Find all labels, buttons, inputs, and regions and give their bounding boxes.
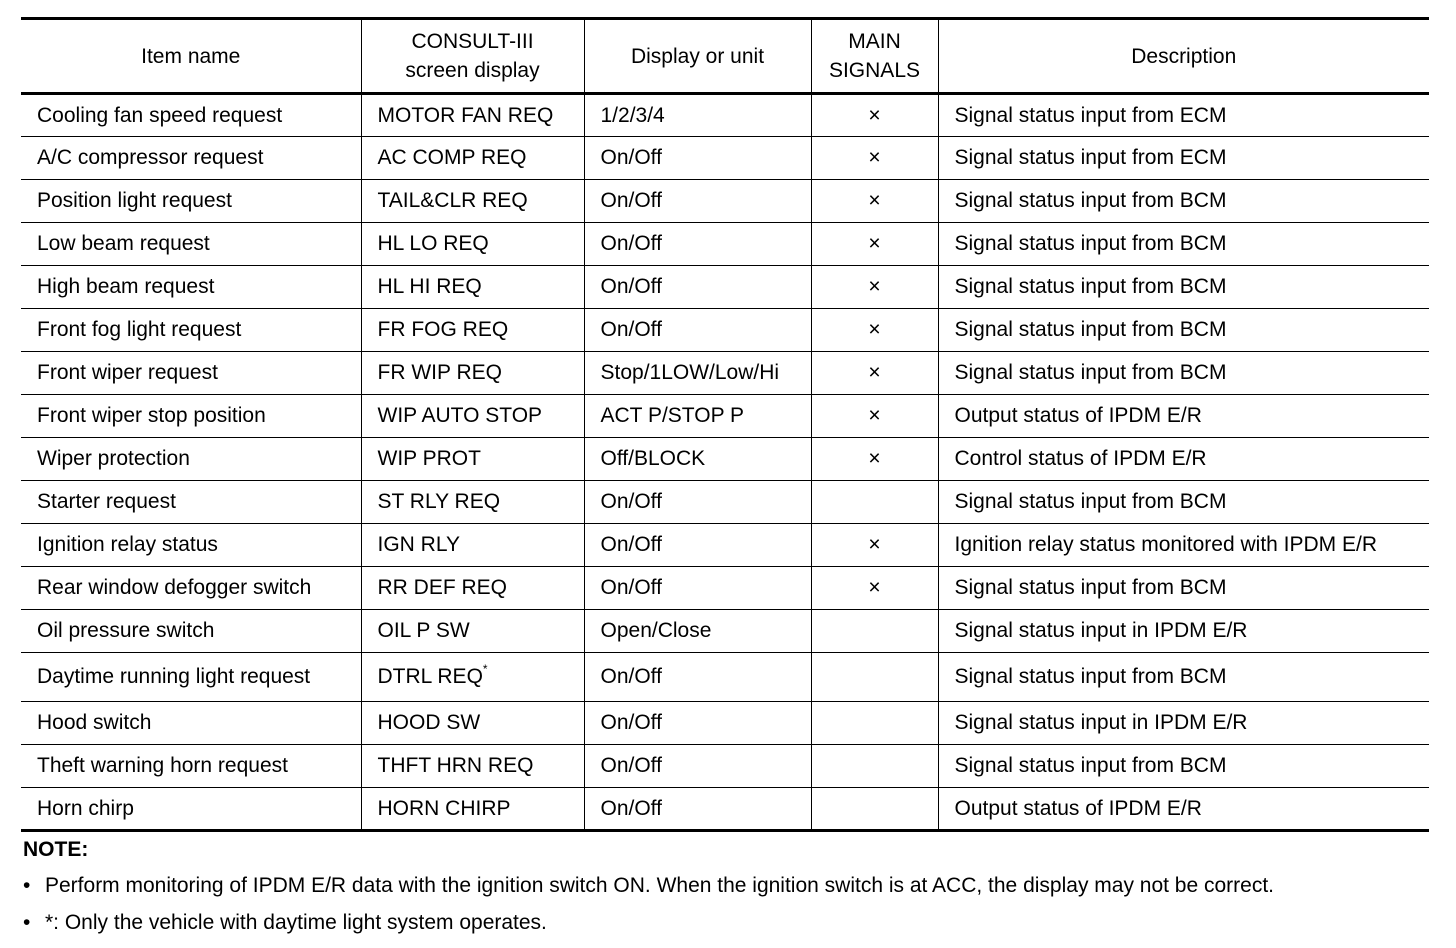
note-item-1 [21,874,1429,898]
screen-display-cell-text: OIL P SW [377,619,470,642]
main-signal-cell [811,266,938,309]
description-cell [938,524,1429,567]
item-name-cell [21,653,361,702]
item-name-cell [21,745,361,788]
main-signal-cell [811,745,938,788]
description-cell [938,610,1429,653]
main-signal-cell-text: × [868,576,881,599]
display-unit-cell-text: On/Off [600,275,662,298]
display-unit-cell [584,610,811,653]
main-signal-cell [811,309,938,352]
screen-display-cell-text: HOOD SW [377,711,481,734]
display-unit-cell [584,745,811,788]
screen-display-cell-text: WIP AUTO STOP [377,404,543,427]
main-signal-cell-text: × [868,447,881,470]
main-signal-cell-text: × [868,318,881,341]
screen-display-cell-text: RR DEF REQ [377,576,508,599]
main-signal-cell-text: × [868,361,881,384]
display-unit-cell [584,94,811,137]
display-unit-cell-text: On/Off [600,490,662,513]
display-unit-cell-text: On/Off [600,665,662,688]
table-row [21,94,1429,137]
display-unit-cell [584,481,811,524]
screen-display-cell-text: HL LO REQ [377,232,489,255]
main-signal-cell-text: × [868,533,881,556]
item-name-cell [21,438,361,481]
main-signal-cell-text: × [868,146,881,169]
item-name-cell-text: Cooling fan speed request [37,103,283,127]
main-signal-cell [811,180,938,223]
screen-display-cell [361,352,584,395]
description-cell [938,788,1429,831]
table-row [21,745,1429,788]
screen-display-cell [361,266,584,309]
item-name-cell-text: Daytime running light request [37,665,311,688]
screen-display-cell-text: AC COMP REQ [377,146,527,169]
item-name-cell [21,266,361,309]
item-name-cell-text: High beam request [37,275,215,298]
display-unit-cell [584,438,811,481]
display-unit-cell-text: On/Off [600,318,662,341]
screen-display-cell-text: ST RLY REQ [377,490,501,513]
screen-display-cell [361,309,584,352]
display-unit-cell-text: On/Off [600,754,662,777]
table-body [21,94,1429,831]
item-name-cell-text: Wiper protection [37,447,190,470]
screen-display-cell [361,702,584,745]
table-row [21,481,1429,524]
item-name-cell [21,395,361,438]
item-name-cell [21,137,361,180]
item-name-cell-text: Low beam request [37,232,210,255]
screen-display-cell [361,180,584,223]
screen-display-cell-text: WIP PROT [377,447,481,470]
item-name-cell-text: Hood switch [37,711,152,734]
screen-display-cell [361,395,584,438]
item-name-cell-text: A/C compressor request [37,146,264,169]
main-signal-cell-text: × [868,189,881,212]
display-unit-cell-text: On/Off [600,711,662,734]
display-unit-cell [584,352,811,395]
bullet-icon: • [23,874,31,897]
main-signal-cell [811,352,938,395]
table-row [21,395,1429,438]
item-name-cell [21,702,361,745]
bullet-icon: • [23,911,31,934]
description-cell-text: Signal status input from ECM [954,103,1227,127]
main-signal-cell-text: × [868,232,881,255]
display-unit-cell [584,309,811,352]
screen-display-cell-text: HORN CHIRP [377,796,511,820]
header-main-signals: MAIN SIGNALS [811,19,938,94]
description-cell [938,395,1429,438]
description-cell-text: Signal status input from BCM [954,576,1227,599]
display-unit-cell-text: Open/Close [600,619,712,642]
note-item-2 [21,911,1429,935]
screen-display-cell-text: MOTOR FAN REQ [377,103,554,127]
main-signal-cell [811,702,938,745]
description-cell-text: Signal status input from BCM [954,189,1227,212]
item-name-cell-text: Front fog light request [37,318,242,341]
description-cell-text: Ignition relay status monitored with IPDM E/R [954,533,1378,556]
item-name-cell [21,180,361,223]
description-cell [938,309,1429,352]
item-name-cell [21,352,361,395]
item-name-cell [21,524,361,567]
table-row [21,653,1429,702]
description-cell-text: Signal status input from BCM [954,490,1227,513]
display-unit-cell-text: Stop/1LOW/Low/Hi [600,361,780,384]
header-description: Description [938,19,1429,94]
item-name-cell-text: Theft warning horn request [37,754,288,777]
description-cell [938,481,1429,524]
description-cell-text: Signal status input from BCM [954,232,1227,255]
description-cell-text: Signal status input from BCM [954,665,1227,688]
description-cell-text: Signal status input from BCM [954,361,1227,384]
description-cell-text: Signal status input from ECM [954,146,1227,169]
description-cell-text: Output status of IPDM E/R [954,404,1202,427]
table-row [21,702,1429,745]
description-cell-text: Signal status input from BCM [954,275,1227,298]
display-unit-cell-text: On/Off [600,189,662,212]
main-signal-cell-text: × [868,404,881,427]
main-signal-cell [811,223,938,266]
screen-display-cell [361,788,584,831]
description-cell [938,745,1429,788]
display-unit-cell [584,702,811,745]
display-unit-cell [584,137,811,180]
screen-display-cell [361,481,584,524]
item-name-cell-text: Position light request [37,189,232,212]
display-unit-cell-text: 1/2/3/4 [600,103,665,127]
description-cell-text: Signal status input in IPDM E/R [954,619,1248,642]
monitor-item-table [21,17,1429,832]
item-name-cell [21,610,361,653]
item-name-cell-text: Front wiper request [37,361,218,384]
main-signal-cell-text: × [868,275,881,298]
main-signal-cell [811,395,938,438]
screen-display-cell-text: THFT HRN REQ [377,754,534,777]
item-name-cell-text: Horn chirp [37,796,134,820]
table-row [21,788,1429,831]
display-unit-cell [584,395,811,438]
display-unit-cell [584,223,811,266]
description-cell-text: Signal status input from BCM [954,754,1227,777]
display-unit-cell-text: Off/BLOCK [600,447,706,470]
table-row [21,309,1429,352]
description-cell [938,137,1429,180]
main-signal-cell [811,788,938,831]
display-unit-cell-text: On/Off [600,796,662,820]
item-name-cell-text: Rear window defogger switch [37,576,312,599]
table-row [21,567,1429,610]
display-unit-cell-text: On/Off [600,146,662,169]
description-cell [938,567,1429,610]
description-cell-text: Control status of IPDM E/R [954,447,1207,470]
table-row [21,137,1429,180]
table-row [21,352,1429,395]
description-cell [938,352,1429,395]
screen-display-cell [361,610,584,653]
display-unit-cell [584,567,811,610]
data-monitor-sheet [21,17,1429,948]
description-cell [938,223,1429,266]
display-unit-cell-text: On/Off [600,533,662,556]
main-signal-cell [811,137,938,180]
screen-display-cell-text: IGN RLY [377,533,460,556]
item-name-cell [21,94,361,137]
description-cell [938,653,1429,702]
table-row [21,180,1429,223]
main-signal-cell [811,610,938,653]
display-unit-cell [584,788,811,831]
screen-display-cell [361,524,584,567]
screen-display-cell-text: DTRL REQ [377,665,483,688]
main-signal-cell-text: × [868,103,881,127]
table-row [21,524,1429,567]
main-signal-cell [811,524,938,567]
screen-display-cell [361,745,584,788]
screen-display-cell [361,438,584,481]
table-row [21,223,1429,266]
note-text: *: Only the vehicle with daytime light system operates. [45,911,547,934]
notes-section [21,838,1429,935]
screen-display-cell-text: TAIL&CLR REQ [377,189,528,212]
display-unit-cell-text: On/Off [600,232,662,255]
screen-display-cell [361,223,584,266]
header-item-name: Item name [21,19,361,94]
main-signal-cell [811,438,938,481]
description-cell-text: Output status of IPDM E/R [954,796,1202,820]
display-unit-cell [584,524,811,567]
screen-display-cell [361,94,584,137]
item-name-cell [21,309,361,352]
table-row [21,266,1429,309]
description-cell [938,180,1429,223]
header-display-unit: Display or unit [584,19,811,94]
note-title: NOTE: [23,838,89,861]
screen-display-cell-text: FR FOG REQ [377,318,509,341]
screen-display-cell-text: FR WIP REQ [377,361,502,384]
header-consult-display: CONSULT-III screen display [361,19,584,94]
screen-display-cell [361,137,584,180]
main-signal-cell [811,94,938,137]
footnote-marker: * [482,662,488,676]
item-name-cell-text: Oil pressure switch [37,619,215,642]
display-unit-cell-text: ACT P/STOP P [600,404,745,427]
screen-display-cell-text: HL HI REQ [377,275,482,298]
main-signal-cell [811,567,938,610]
table-row [21,610,1429,653]
screen-display-cell [361,567,584,610]
item-name-cell-text: Ignition relay status [37,533,218,556]
item-name-cell [21,788,361,831]
display-unit-cell [584,653,811,702]
main-signal-cell [811,653,938,702]
screen-display-cell [361,653,584,702]
display-unit-cell [584,180,811,223]
item-name-cell [21,223,361,266]
note-text: Perform monitoring of IPDM E/R data with the ignition switch ON. When the ignition switch is at ACC, the display may not be correct. [45,874,1275,897]
display-unit-cell [584,266,811,309]
description-cell-text: Signal status input in IPDM E/R [954,711,1248,734]
display-unit-cell-text: On/Off [600,576,662,599]
table-header [21,19,1429,94]
description-cell [938,266,1429,309]
description-cell [938,438,1429,481]
item-name-cell [21,567,361,610]
description-cell [938,702,1429,745]
main-signal-cell [811,481,938,524]
description-cell [938,94,1429,137]
table-row [21,438,1429,481]
item-name-cell-text: Front wiper stop position [37,404,266,427]
item-name-cell-text: Starter request [37,490,176,513]
description-cell-text: Signal status input from BCM [954,318,1227,341]
item-name-cell [21,481,361,524]
